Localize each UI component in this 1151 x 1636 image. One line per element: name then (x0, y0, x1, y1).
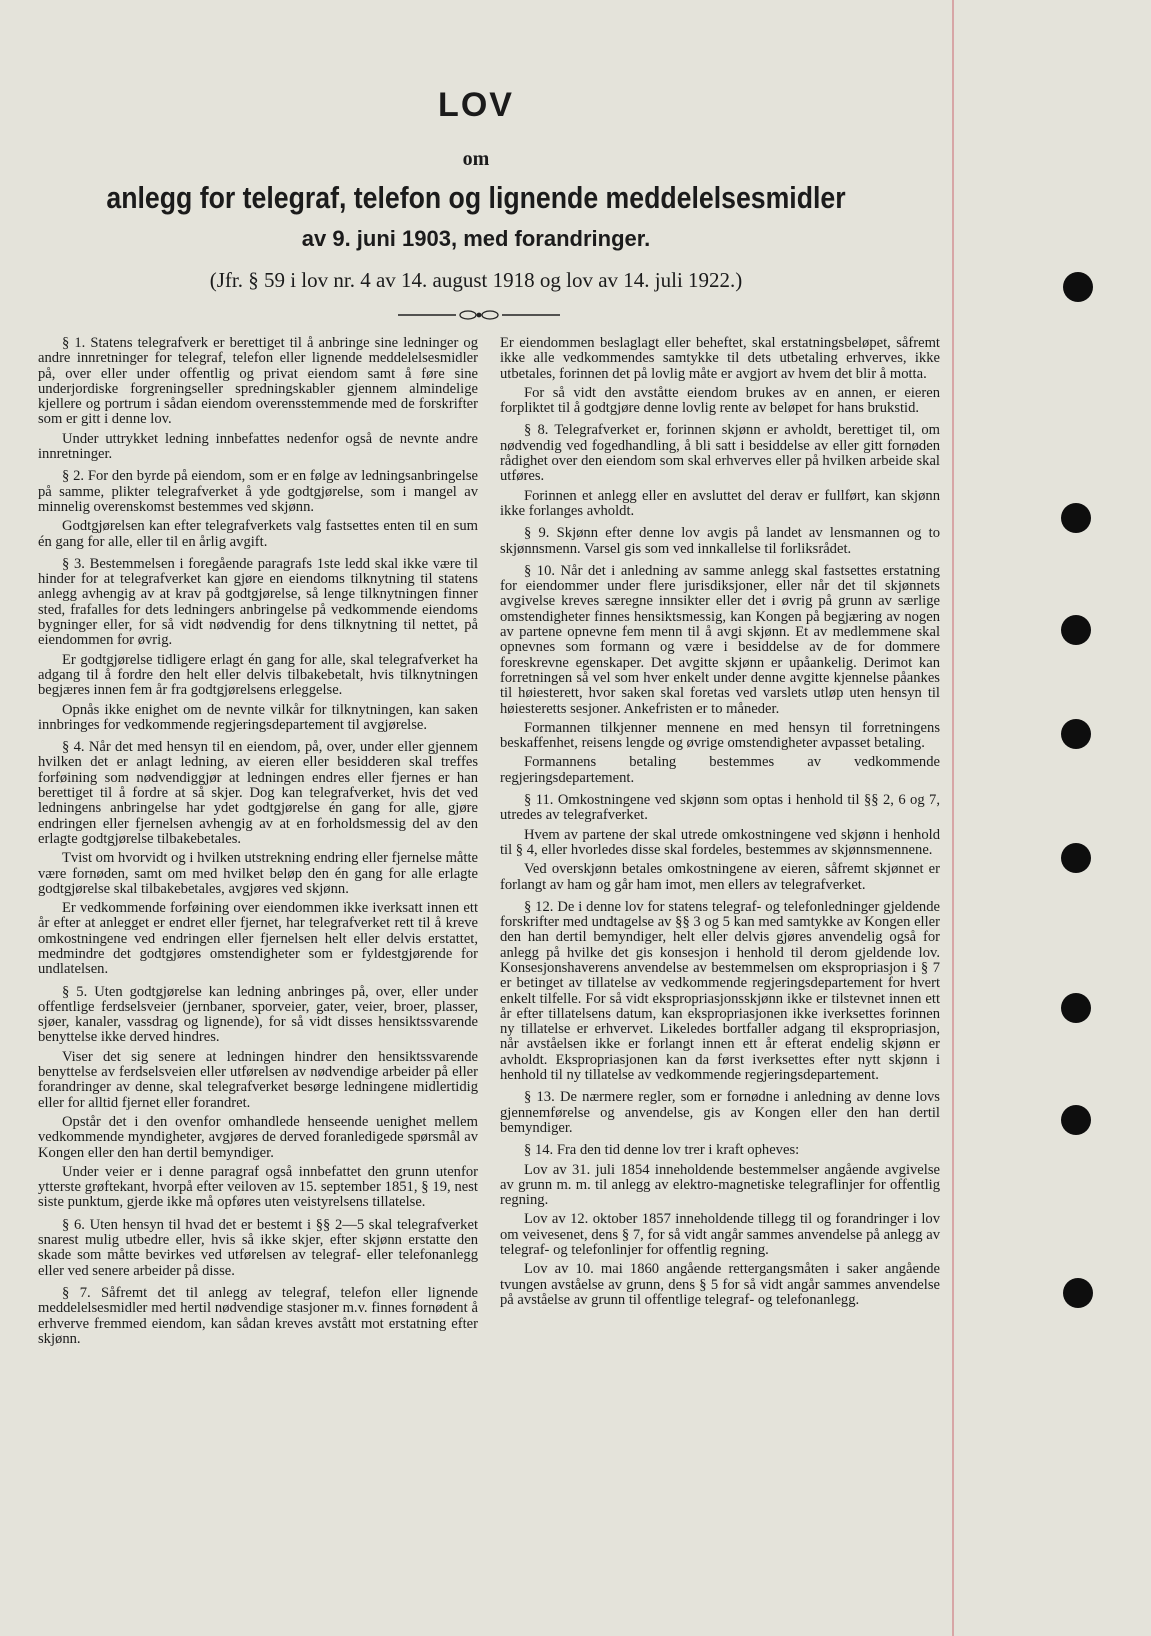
paragraph: Er godtgjørelse tidligere erlagt én gang for alle, skal telegrafverket ha adgang til å fordre den helt eller delvis tilbakebetalt, hvis tilknytningen begjæres innen fem år fra godtgjørelsens erleggelse. (38, 651, 478, 699)
punch-hole-mark (1061, 993, 1091, 1023)
paragraph: Tvist om hvorvidt og i hvilken utstrekning endring eller fjernelse måtte være fornøden, samt om med hvilket beløp den én gang for alle erlagte godtgjørelse skal tilbakebetales, avgjøres ved skjønn. (38, 850, 478, 897)
title-conjunction: om (462, 148, 490, 170)
paragraph: § 12. De i denne lov for statens telegraf- og telefonledninger gjeldende forskrifter med undtagelse av §§ 3 og 5 kan med samtykke av Kongen eller den han dertil bemyndiger, helt eller delvis gjøres anvendelig også for anlegg på hvilke det gis konsesjon i henhold til derom gjeldende lov. Konsesjonshaverens anvendelse av bestemmelsen om ekspropriasjon i § 7 er betinget av tillatelse av vedkommende regjeringsdepartement for hvert enkelt tilfelle. For så vidt ekspropriasjonsskjønn ikke er tilstevnet innen ett år efter tillatelsens datum, kan ekspropriasjonen ikke iverksettes forinnen ny tillatelse er erhvervet. Likeledes bortfaller adgang til ekspropriasjon, når avståelsen ikke er forlangt innen ett år efterat endelig skjønn er avholdt. Ekspropriasjonen kan da først iverksettes efter nytt skjønn i henhold til ny tillatelse av vedkommende regjeringsdepartement. (500, 898, 940, 1084)
paragraph: § 14. Fra den tid denne lov trer i kraft opheves: (524, 1142, 800, 1159)
document-date-line: av 9. juni 1903, med forandringer. (301, 226, 651, 251)
paragraph: Lov av 10. mai 1860 angående rettergangsmåten i saker angående tvungen avståelse av grunn, dens § 5 for så vidt angår sammes anvendelse på avståelse av grunn til offentlige telegraf- og telefonanlegg. (500, 1261, 940, 1308)
paragraph: Formannen tilkjenner mennene en med hensyn til forretningens beskaffenhet, reisens lengde og øvrige omstendigheter avpasset betaling. (500, 719, 940, 752)
paragraph: § 7. Såfremt det til anlegg av telegraf, telefon eller lignende meddelelsesmidler med hertil nødvendige stasjoner m.v. finnes fornødent å erhverve fremmed eiendom, kan sådan kreves avstått mot erstatning efter skjønn. (38, 1284, 478, 1347)
paragraph: Godtgjørelsen kan efter telegrafverkets valg fastsettes enten til en sum én gang for alle, eller til en årlig avgift. (38, 518, 478, 550)
paragraph: For så vidt den avståtte eiendom brukes av en annen, er eieren forpliktet til å godtgjøre denne lovlig rente av beløpet for hans brukstid. (500, 384, 940, 417)
document-subtitle: anlegg for telegraf, telefon og lignende meddelelsesmidler (106, 180, 846, 215)
paragraph: Lov av 12. oktober 1857 inneholdende tillegg til og forandringer i lov om veivesenet, dens § 7, for så vidt angår sammes anvendelse på anlegg av telegraf- og telefonlinjer for offentlig regning. (500, 1211, 940, 1259)
legal-reference: (Jfr. § 59 i lov nr. 4 av 14. august 1918 og lov av 14. juli 1922.) (209, 268, 743, 292)
paragraph: Formannens betaling bestemmes av vedkommende regjeringsdepartement. (500, 754, 940, 786)
punch-hole-mark (1061, 615, 1091, 645)
paragraph: Opnås ikke enighet om de nevnte vilkår for tilknytningen, kan saken innbringes for vedkommende regjeringsdepartement til avgjørelse. (38, 701, 478, 733)
paragraph: § 4. Når det med hensyn til en eiendom, på, over, under eller gjennem hvilken det er anlagt ledning, av eieren eller besidderen skal treffes forføining som nødvendiggjør at ledningen endres eller fjernes er han berettiget til å fordre at så skjer. Dog kan telegrafverket, hvis det ved ledningens anbringelse har ydet godtgjørelse én gang for alle, gjøre endringen eller fjernelsen avhengig av at en forholdsmessig del av den erlagte godtgjørelse tilbakebetales. (38, 739, 478, 847)
paragraph: § 13. De nærmere regler, som er fornødne i anledning av denne lovs gjennemførelse og anvendelse, gis av Kongen eller den han dertil bemyndiger. (500, 1089, 940, 1136)
punch-hole-mark (1061, 503, 1091, 533)
paragraph: § 11. Omkostningene ved skjønn som optas i henhold til §§ 2, 6 og 7, utredes av telegrafverket. (500, 792, 940, 824)
punch-hole-mark (1061, 843, 1091, 873)
paragraph: Opstår det i den ovenfor omhandlede henseende uenighet mellem vedkommende myndigheter, avgjøres de derved foranledigede spørsmål av Kongen eller den han dertil bemyndiger. (38, 1113, 478, 1161)
document-title: LOV (438, 86, 514, 124)
paragraph: Forinnen et anlegg eller en avsluttet del derav er fullført, kan skjønn ikke forlanges avholdt. (500, 487, 940, 519)
paragraph: § 8. Telegrafverket er, forinnen skjønn er avholdt, berettiget til, om nødvendig ved fogedhandling, å bli satt i besiddelse av eller gitt fornøden rådighet over den eiendom som skal erhverves eller på hvilken arbeide skal utføres. (500, 422, 940, 485)
paragraph: Er eiendommen beslaglagt eller beheftet, skal erstatningsbeløpet, såfremt ikke alle vedkommendes samtykke til dets utbetaling erhverves, ikke utbetales, forinnen det på lovlig måte er avgjort av hvem det blir å motta. (500, 335, 940, 382)
paragraph: § 6. Uten hensyn til hvad det er bestemt i §§ 2—5 skal telegrafverket snarest mulig utbedre eller, hvis så ikke skjer, efter skjønn erstatte den skade som måtte bevirkes ved utførelsen av telegraf- eller telefonanlegg eller ved senere arbeider på disse. (38, 1216, 478, 1279)
left-text-column (38, 336, 478, 1351)
punch-hole-mark (1063, 1278, 1093, 1308)
punch-hole-mark (1061, 719, 1091, 749)
red-margin-line (952, 0, 954, 1636)
paragraph: § 2. For den byrde på eiendom, som er en følge av ledningsanbringelse på samme, plikter telegrafverket å yde godtgjørelse, som i mangel av minnelig overenskomst bestemmes ved skjønn. (38, 468, 478, 515)
punch-hole-mark (1063, 272, 1093, 302)
paragraph: Ved overskjønn betales omkostningene av eieren, såfremt skjønnet er forlangt av ham og går ham imot, men ellers av telegrafverket. (500, 861, 940, 893)
right-text-column (500, 336, 940, 1312)
paragraph: Under uttrykket ledning innbefattes nedenfor også de nevnte andre innretninger. (38, 430, 478, 463)
paragraph: § 9. Skjønn efter denne lov avgis på landet av lensmannen og to skjønnsmenn. Varsel gis som ved innkallelse til forliksrådet. (500, 525, 940, 557)
paragraph: Er vedkommende forføining over eiendommen ikke iverksatt innen ett år efter at anlegget er endret eller fjernet, har telegrafverket rett til å kreve omkostningene ved endringen eller fjernelsen helt eller delvis erstattet, medmindre det godtgjøres omstendigheter som er fyldestgjørende for undlatelsen. (38, 900, 478, 978)
punch-hole-mark (1061, 1105, 1091, 1135)
paragraph: § 10. Når det i anledning av samme anlegg skal fastsettes erstatning for eiendommer under flere jurisdiksjoner, eller når det til skjønnets avgivelse kreves særegne innsikter eller det i øvrig på grunn av særlige omstendigheter finnes hensiktsmessig, kan Kongen på begjæring av nogen av partene opnevne fem menn til å avgi skjønn. Et av medlemmene skal opnevnes som formann og være i besiddelse av de for dommere foreskrevne egenskaper. Det avgitte skjønn er upåankelig. Derimot kan forretningen så vel som hver enkelt under denne avgitte kjennelse påankes til høiesterett, hvor saken skal foretas ved varslets utløp uten hensyn til høiesteretts sesjoner. Ankefristen er to måneder. (500, 562, 940, 717)
paragraph: Lov av 31. juli 1854 inneholdende bestemmelser angående avgivelse av grunn m. m. til anlegg av elektro-magnetiske telegraflinjer for offentlig regning. (500, 1161, 940, 1209)
paragraph: Viser det sig senere at ledningen hindrer den hensiktssvarende benyttelse av ferdselsveien eller utførelsen av nødvendige arbeider på eller forandringer av denne, skal telegrafverket besørge ledningene midlertidig eller for alltid fjernet eller forandret. (38, 1048, 478, 1111)
paragraph: § 1. Statens telegrafverk er berettiget til å anbringe sine ledninger og andre innretninger for telegraf, telefon eller lignende meddelelsesmidler på, over eller under offentlig og privat eiendom samt å føre sine underjordiske forgreningseller spredningskabler gjennem almindelige kjellere og portrum i sådan eiendom overensstemmende med de forskrifter som er gitt i denne lov. (38, 335, 478, 428)
paragraph: Under veier er i denne paragraf også innbefattet den grunn utenfor ytterste grøftekant, hvorpå efter veiloven av 15. september 1851, § 19, nest siste punktum, gjerde ikke må opføres uten veistyrelsens tillatelse. (38, 1163, 478, 1211)
ornament-divider (398, 308, 560, 322)
paragraph: § 5. Uten godtgjørelse kan ledning anbringes på, over, eller under offentlige ferdselsveier (jernbaner, sporveier, gater, veier, broer, plasser, sjøer, kanaler, vassdrag og lignende), for så vidt disses hensiktssvarende benyttelse ikke derved hindres. (38, 983, 478, 1046)
paragraph: § 3. Bestemmelsen i foregående paragrafs 1ste ledd skal ikke være til hinder for at telegrafverket kan gjøre en eiendoms tilknytning til statens anlegg avhengig av at krav på godtgjørelse, så lenge tilknytningen finner sted, frafalles for dets ledningers anbringelse på vedkommende eiendoms bygninger eller, for så vidt nødvendig for dens tilknytning til nettet, på eiendommen for øvrig. (38, 555, 478, 649)
paragraph: Hvem av partene der skal utrede omkostningene ved skjønn i henhold til § 4, eller hvorledes disse skal fordeles, bestemmes av skjønnsmennene. (500, 826, 940, 858)
